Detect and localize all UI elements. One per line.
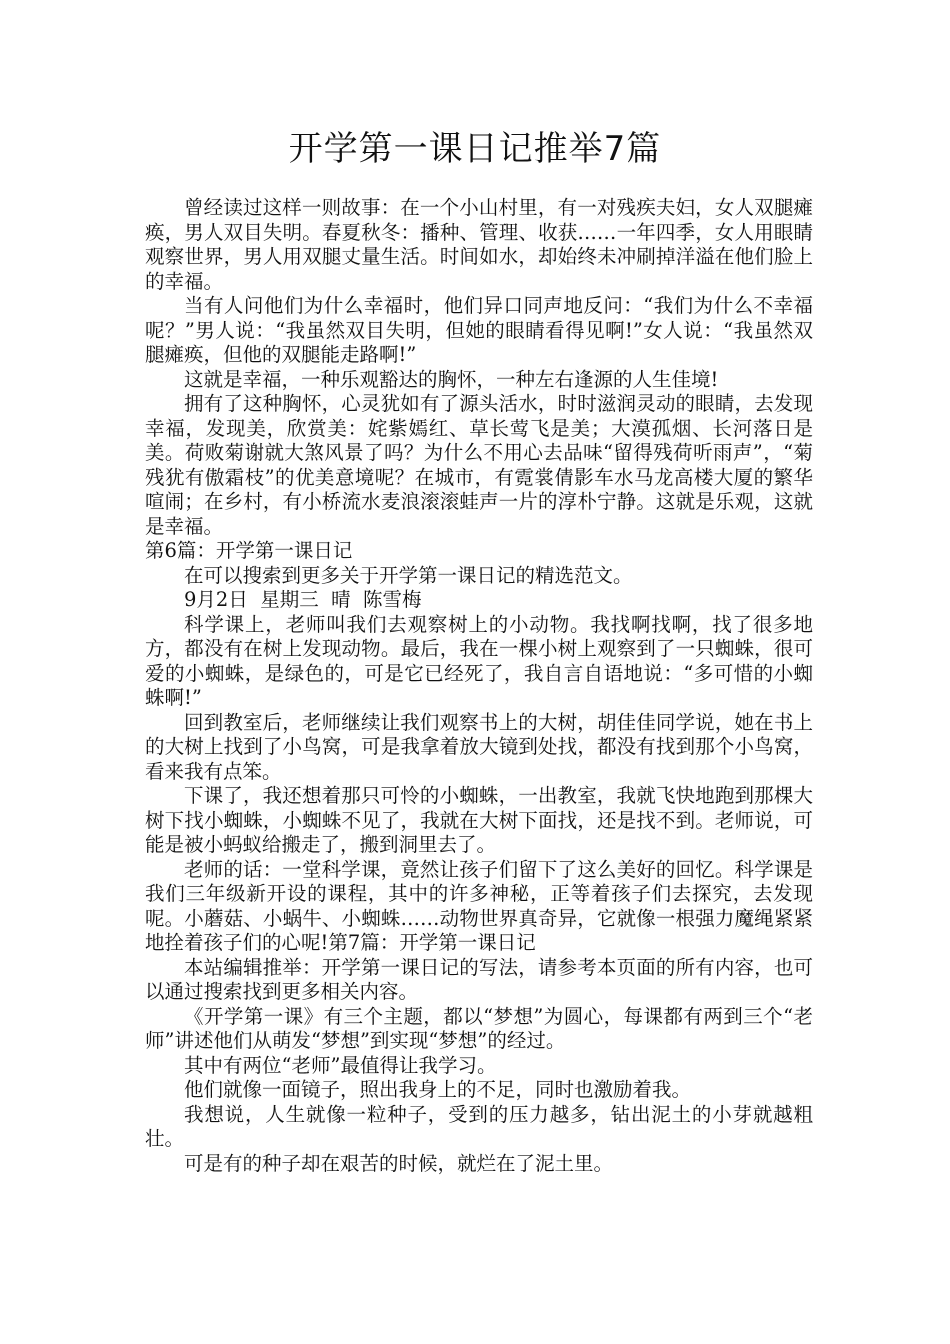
paragraph: 其中有两位“老师”最值得让我学习。 bbox=[184, 1053, 497, 1077]
paragraph: 老师的话：一堂科学课，竟然让孩子们留下了这么美好的回忆。科学课是我们三年级新开设的课程，其中的许多神秘，正等着孩子们去探究，去发现呢。小蘑菇、小蜗牛、小蜘蛛……动物世界真奇异，它就像一根强力魔绳紧紧地拴着孩子们的心呢!第7篇：开学第一课日记 bbox=[145, 857, 813, 954]
paragraph: 《开学第一课》有三个主题，都以“梦想”为圆心，每课都有两到三个“老师”讲述他们从萌发“梦想”到实现“梦想”的经过。 bbox=[145, 1004, 813, 1052]
paragraph: 这就是幸福，一种乐观豁达的胸怀，一种左右逢源的人生佳境! bbox=[184, 367, 719, 391]
paragraph: 我想说，人生就像一粒种子，受到的压力越多，钻出泥土的小芽就越粗壮。 bbox=[145, 1102, 813, 1150]
paragraph: 可是有的种子却在艰苦的时候，就烂在了泥土里。 bbox=[184, 1151, 614, 1175]
paragraph: 曾经读过这样一则故事：在一个小山村里，有一对残疾夫妇，女人双腿瘫痪，男人双目失明。春夏秋冬：播种、管理、收获……一年四季，女人用眼睛观察世界，男人用双腿丈量生活。时间如水，却始终未冲刷掉洋溢在他们脸上的幸福。 bbox=[145, 196, 813, 293]
paragraph: 他们就像一面镜子，照出我身上的不足，同时也激励着我。 bbox=[184, 1078, 692, 1101]
paragraph: 当有人问他们为什么幸福时，他们异口同声地反问：“我们为什么不幸福呢？”男人说：“我虽然双目失明，但她的眼睛看得见啊!”女人说：“我虽然双腿瘫痪，但他的双腿能走路啊!” bbox=[145, 294, 813, 366]
paragraph: 拥有了这种胸怀，心灵犹如有了源头活水，时时滋润灵动的眼睛，去发现幸福，发现美，欣赏美：姹紫嫣红、草长莺飞是美；大漠孤烟、长河落日是美。荷败菊谢就大煞风景了吗？为什么不用心去品味“留得残荷听雨声”，“菊残犹有傲霜枝”的优美意境呢？在城市，有霓裳倩影车水马龙高楼大厦的繁华喧闹；在乡村，有小桥流水麦浪滚滚蛙声一片的淳朴宁静。这就是乐观，这就是幸福。 bbox=[145, 392, 813, 538]
paragraph: 在可以搜索到更多关于开学第一课日记的精选范文。 bbox=[184, 563, 633, 587]
document-title: 开学第一课日记推举7篇 bbox=[288, 129, 662, 169]
paragraph: 本站编辑推举：开学第一课日记的写法，请参考本页面的所有内容，也可以通过搜索找到更多相关内容。 bbox=[145, 955, 813, 1003]
section-heading: 第6篇：开学第一课日记 bbox=[145, 539, 353, 562]
document-body bbox=[145, 196, 813, 1176]
paragraph: 下课了，我还想着那只可怜的小蜘蛛，一出教室，我就飞快地跑到那棵大树下找小蜘蛛，小蜘蛛不见了，我就在大树下面找，还是找不到。老师说，可能是被小蚂蚁给搬走了，搬到洞里去了。 bbox=[145, 784, 813, 856]
paragraph: 回到教室后，老师继续让我们观察书上的大树，胡佳佳同学说，她在书上的大树上找到了小鸟窝，可是我拿着放大镜到处找，都没有找到那个小鸟窝，看来我有点笨。 bbox=[145, 710, 813, 783]
paragraph: 科学课上，老师叫我们去观察树上的小动物。我找啊找啊，找了很多地方，都没有在树上发现动物。最后，我在一棵小树上观察到了一只蜘蛛，很可爱的小蜘蛛，是绿色的，可是它已经死了，我自言自语地说：“多可惜的小蜘蛛啊!” bbox=[145, 612, 813, 709]
diary-date-line: 9月2日 星期三 晴 陈雪梅 bbox=[184, 588, 422, 611]
